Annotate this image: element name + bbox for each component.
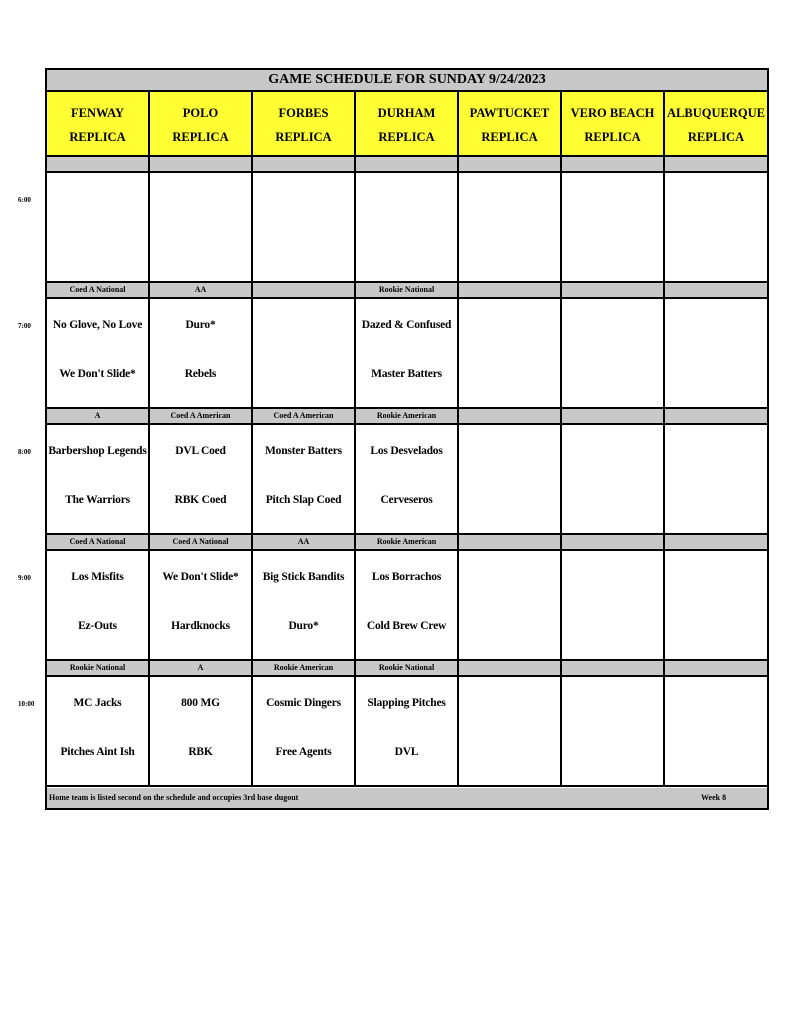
away-team xyxy=(562,677,663,725)
game-cell xyxy=(459,425,562,535)
field-header-row xyxy=(47,92,767,157)
division-label xyxy=(150,157,253,173)
field-name: DURHAM xyxy=(377,106,436,120)
game-cell xyxy=(459,299,562,409)
field-sub: REPLICA xyxy=(172,130,229,144)
home-team xyxy=(459,725,560,773)
game-cell xyxy=(562,677,665,787)
division-row xyxy=(47,157,767,173)
time-label-10: 10:00 xyxy=(18,700,35,708)
game-cell xyxy=(665,299,767,409)
game-cell xyxy=(253,551,356,661)
division-label xyxy=(665,535,767,551)
game-cell xyxy=(459,677,562,787)
home-team xyxy=(665,347,767,395)
game-cell xyxy=(47,551,150,661)
division-row xyxy=(47,409,767,425)
division-label: Rookie National xyxy=(47,661,150,677)
game-cell xyxy=(562,551,665,661)
home-team: Hardknocks xyxy=(171,619,230,632)
away-team xyxy=(150,173,251,221)
home-team xyxy=(665,725,767,773)
division-label xyxy=(562,157,665,173)
field-name: ALBUQUERQUE xyxy=(667,106,765,120)
field-sub: REPLICA xyxy=(378,130,435,144)
away-team xyxy=(562,551,663,599)
division-row xyxy=(47,283,767,299)
away-team: 800 MG xyxy=(181,696,220,709)
field-name: PAWTUCKET xyxy=(469,106,550,120)
home-team: Cerveseros xyxy=(380,493,433,506)
division-label xyxy=(253,283,356,299)
home-team: Master Batters xyxy=(371,367,442,380)
away-team xyxy=(665,551,767,599)
game-cell xyxy=(47,299,150,409)
division-label: Coed A National xyxy=(150,535,253,551)
away-team: Los Desvelados xyxy=(370,444,443,457)
home-team xyxy=(459,347,560,395)
home-team: RBK Coed xyxy=(174,493,227,506)
away-team xyxy=(253,173,354,221)
division-label: Rookie National xyxy=(356,283,459,299)
away-team xyxy=(665,299,767,347)
away-team xyxy=(665,173,767,221)
game-row xyxy=(47,677,767,787)
field-header-vero-beach xyxy=(562,92,665,157)
away-team: MC Jacks xyxy=(73,696,122,709)
division-label xyxy=(459,535,562,551)
home-team xyxy=(459,599,560,647)
game-cell xyxy=(356,551,459,661)
field-sub: REPLICA xyxy=(69,130,126,144)
division-label: Rookie American xyxy=(253,661,356,677)
division-label: A xyxy=(47,409,150,425)
home-team xyxy=(150,221,251,269)
game-cell xyxy=(356,173,459,283)
game-cell xyxy=(665,173,767,283)
away-team: DVL Coed xyxy=(175,444,226,457)
home-team xyxy=(253,347,354,395)
home-team: We Don't Slide* xyxy=(59,367,136,380)
home-team xyxy=(562,599,663,647)
field-name: VERO BEACH xyxy=(570,106,655,120)
home-team: The Warriors xyxy=(65,493,130,506)
home-team xyxy=(459,221,560,269)
week-label: Week 8 xyxy=(701,793,727,802)
game-cell xyxy=(562,299,665,409)
field-sub: REPLICA xyxy=(687,130,745,144)
home-team: DVL xyxy=(394,745,419,758)
footer-bar xyxy=(47,788,767,808)
division-label: Rookie American xyxy=(356,409,459,425)
game-cell xyxy=(253,173,356,283)
division-row xyxy=(47,661,767,677)
home-team: Pitch Slap Coed xyxy=(265,493,342,506)
division-label xyxy=(665,661,767,677)
away-team xyxy=(665,677,767,725)
division-label xyxy=(665,157,767,173)
division-label: Coed A National xyxy=(47,535,150,551)
division-label xyxy=(459,157,562,173)
division-label xyxy=(47,157,150,173)
away-team xyxy=(253,299,354,347)
division-label xyxy=(665,283,767,299)
home-team xyxy=(459,473,560,521)
away-team: Los Misfits xyxy=(71,570,124,583)
away-team xyxy=(665,425,767,473)
away-team: Monster Batters xyxy=(265,444,342,457)
division-label xyxy=(562,283,665,299)
game-cell xyxy=(150,425,253,535)
home-team xyxy=(356,221,457,269)
game-cell xyxy=(356,425,459,535)
division-label: AA xyxy=(253,535,356,551)
home-team: Pitches Aint Ish xyxy=(60,745,135,758)
field-header-durham xyxy=(356,92,459,157)
away-team: Cosmic Dingers xyxy=(266,696,341,709)
home-team xyxy=(562,725,663,773)
division-label xyxy=(356,157,459,173)
away-team: No Glove, No Love xyxy=(52,318,143,331)
division-label: Rookie American xyxy=(356,535,459,551)
home-team xyxy=(665,221,767,269)
away-team: Barbershop Legends xyxy=(48,444,147,457)
game-cell xyxy=(665,425,767,535)
away-team: Dazed & Confused xyxy=(361,318,452,331)
away-team: We Don't Slide* xyxy=(162,570,239,583)
field-name: FORBES xyxy=(278,106,329,120)
game-cell xyxy=(459,551,562,661)
away-team xyxy=(356,173,457,221)
game-cell xyxy=(562,425,665,535)
schedule-table xyxy=(45,68,769,810)
game-cell xyxy=(665,677,767,787)
game-cell xyxy=(150,551,253,661)
game-cell xyxy=(356,299,459,409)
away-team: Big Stick Bandits xyxy=(262,570,345,583)
game-cell xyxy=(150,677,253,787)
field-header-pawtucket xyxy=(459,92,562,157)
game-cell xyxy=(150,173,253,283)
away-team xyxy=(459,551,560,599)
division-label xyxy=(253,157,356,173)
game-cell xyxy=(253,299,356,409)
home-team xyxy=(253,221,354,269)
home-team: Free Agents xyxy=(275,745,332,758)
field-header-forbes xyxy=(253,92,356,157)
away-team xyxy=(562,299,663,347)
game-cell xyxy=(253,425,356,535)
field-header-albuquerque xyxy=(665,92,767,157)
division-label xyxy=(459,409,562,425)
field-sub: REPLICA xyxy=(275,130,332,144)
footer-note: Home team is listed second on the schedule and occupies 3rd base dugout xyxy=(49,793,299,802)
away-team xyxy=(459,425,560,473)
home-team: RBK xyxy=(188,745,213,758)
away-team xyxy=(562,173,663,221)
game-cell xyxy=(562,173,665,283)
field-name: POLO xyxy=(182,106,219,120)
division-label xyxy=(562,535,665,551)
home-team: Duro* xyxy=(288,619,319,632)
home-team xyxy=(562,347,663,395)
home-team: Rebels xyxy=(184,367,217,380)
game-cell xyxy=(150,299,253,409)
division-label: Coed A National xyxy=(47,283,150,299)
away-team xyxy=(459,299,560,347)
away-team: Slapping Pitches xyxy=(367,696,446,709)
division-label: Coed A American xyxy=(253,409,356,425)
field-header-polo xyxy=(150,92,253,157)
division-label: Coed A American xyxy=(150,409,253,425)
time-label-9: 9:00 xyxy=(18,574,31,582)
game-cell xyxy=(47,425,150,535)
away-team xyxy=(459,677,560,725)
time-label-7: 7:00 xyxy=(18,322,31,330)
game-cell xyxy=(665,551,767,661)
home-team xyxy=(665,599,767,647)
home-team: Ez-Outs xyxy=(78,619,117,632)
division-label: AA xyxy=(150,283,253,299)
schedule-title: GAME SCHEDULE FOR SUNDAY 9/24/2023 xyxy=(47,70,767,92)
home-team xyxy=(562,221,663,269)
division-label xyxy=(562,409,665,425)
game-cell xyxy=(47,677,150,787)
time-column xyxy=(0,0,44,1024)
away-team xyxy=(459,173,560,221)
game-cell xyxy=(47,173,150,283)
home-team: Cold Brew Crew xyxy=(366,619,447,632)
field-header-fenway xyxy=(47,92,150,157)
away-team: Los Borrachos xyxy=(371,570,442,583)
home-team xyxy=(665,473,767,521)
game-row xyxy=(47,173,767,283)
division-label xyxy=(459,283,562,299)
field-sub: REPLICA xyxy=(481,130,538,144)
field-sub: REPLICA xyxy=(584,130,641,144)
division-label xyxy=(665,409,767,425)
game-row xyxy=(47,551,767,661)
game-row xyxy=(47,425,767,535)
field-name: FENWAY xyxy=(70,106,125,120)
away-team xyxy=(47,173,148,221)
division-row xyxy=(47,535,767,551)
home-team xyxy=(47,221,148,269)
time-label-8: 8:00 xyxy=(18,448,31,456)
time-label-6: 6:00 xyxy=(18,196,31,204)
division-label: A xyxy=(150,661,253,677)
home-team xyxy=(562,473,663,521)
game-row xyxy=(47,299,767,409)
game-cell xyxy=(253,677,356,787)
division-label xyxy=(562,661,665,677)
division-label xyxy=(459,661,562,677)
away-team xyxy=(562,425,663,473)
game-cell xyxy=(459,173,562,283)
game-cell xyxy=(356,677,459,787)
division-label: Rookie National xyxy=(356,661,459,677)
away-team: Duro* xyxy=(185,318,216,331)
